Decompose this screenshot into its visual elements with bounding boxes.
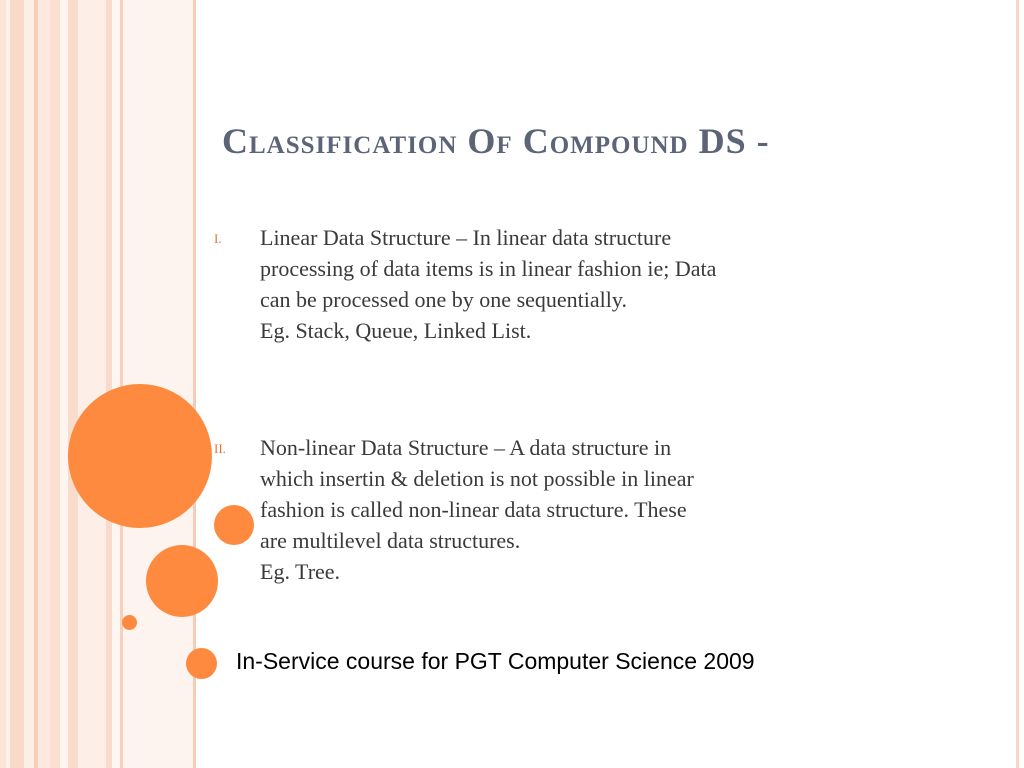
list-item-text (260, 432, 894, 587)
list-item-text (260, 222, 894, 346)
text-line: processing of data items is in linear fashion ie; Data (260, 256, 717, 281)
list-marker: I. (214, 231, 222, 246)
decorative-stripe (60, 0, 68, 768)
decorative-circle-footer (186, 648, 217, 679)
decorative-stripe (68, 0, 78, 768)
decorative-stripe (10, 0, 24, 768)
decorative-circle-large (68, 384, 212, 528)
text-line: can be processed one by one sequentially. (260, 287, 627, 312)
list-item-linear (214, 222, 894, 346)
decorative-stripe (38, 0, 50, 768)
text-line: are multilevel data structures. (260, 528, 521, 553)
decorative-stripe (24, 0, 34, 768)
right-border-line (1016, 0, 1019, 768)
decorative-circle-tiny (122, 615, 137, 630)
decorative-stripe (50, 0, 60, 768)
text-line: Eg. Tree. (260, 559, 341, 584)
text-line: which insertin & deletion is not possible in linear (260, 466, 694, 491)
decorative-stripe (78, 0, 106, 768)
slide-title: Classification Of Compound DS - (222, 121, 770, 161)
text-line: fashion is called non-linear data structure. These (260, 497, 687, 522)
text-line: Linear Data Structure – In linear data structure (260, 225, 672, 250)
slide-footer: In-Service course for PGT Computer Science 2009 (236, 648, 755, 674)
list-item-nonlinear (214, 432, 894, 587)
text-line: Eg. Stack, Queue, Linked List. (260, 318, 532, 343)
list-marker: II. (214, 441, 226, 456)
text-line: Non-linear Data Structure – A data structure in (260, 435, 672, 460)
decorative-circle-medium (146, 545, 218, 617)
decorative-stripe (112, 0, 120, 768)
